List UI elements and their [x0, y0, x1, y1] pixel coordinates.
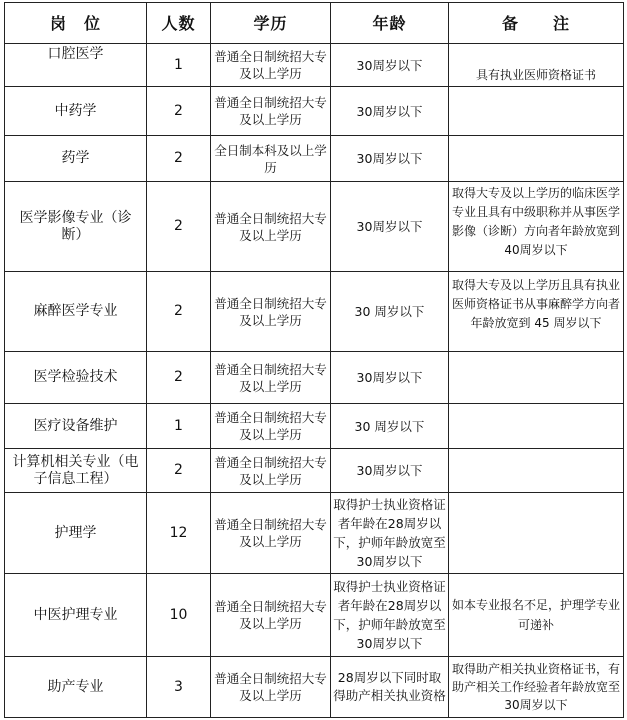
- post-cell: 医疗设备维护: [5, 404, 147, 449]
- header-notes: 备 注: [449, 3, 624, 44]
- note-cell: [449, 352, 624, 404]
- recruitment-table: [4, 2, 624, 718]
- table-row: [5, 352, 624, 404]
- count-cell: 2: [147, 272, 211, 352]
- education-cell: 普通全日制统招大专及以上学历: [211, 44, 331, 87]
- post-cell: 中药学: [5, 87, 147, 136]
- header-count: 人数: [147, 3, 211, 44]
- header-age: 年龄: [331, 3, 449, 44]
- age-cell: 30 周岁以下: [331, 272, 449, 352]
- header-post: 岗 位: [5, 3, 147, 44]
- education-cell: 普通全日制统招大专及以上学历: [211, 87, 331, 136]
- post-cell: 计算机相关专业（电子信息工程）: [5, 449, 147, 493]
- note-cell: 取得大专及以上学历的临床医学专业且具有中级职称并从事医学影像（诊断）方向者年龄放宽到40周岁以下: [449, 182, 624, 272]
- table-row: [5, 449, 624, 493]
- count-cell: 10: [147, 574, 211, 657]
- note-cell: [449, 136, 624, 182]
- table-row: [5, 136, 624, 182]
- education-cell: 普通全日制统招大专及以上学历: [211, 272, 331, 352]
- education-cell: 普通全日制统招大专及以上学历: [211, 657, 331, 718]
- post-cell: 药学: [5, 136, 147, 182]
- note-cell: [449, 87, 624, 136]
- table-row: [5, 272, 624, 352]
- age-cell: 30周岁以下: [331, 87, 449, 136]
- post-cell: 口腔医学: [5, 44, 147, 87]
- count-cell: 2: [147, 136, 211, 182]
- education-cell: 普通全日制统招大专及以上学历: [211, 404, 331, 449]
- table-row: [5, 404, 624, 449]
- count-cell: 1: [147, 44, 211, 87]
- education-cell: 普通全日制统招大专及以上学历: [211, 493, 331, 574]
- count-cell: 2: [147, 352, 211, 404]
- table-row: [5, 493, 624, 574]
- table-row: [5, 574, 624, 657]
- post-cell: 助产专业: [5, 657, 147, 718]
- table-row: [5, 657, 624, 718]
- table-row: [5, 182, 624, 272]
- age-cell: 30周岁以下: [331, 352, 449, 404]
- note-cell: 取得大专及以上学历且具有执业医师资格证书从事麻醉学方向者年龄放宽到 45 周岁以下: [449, 272, 624, 352]
- age-cell: 28周岁以下同时取得助产相关执业资格: [331, 657, 449, 718]
- header-row: [5, 3, 624, 44]
- education-cell: 普通全日制统招大专及以上学历: [211, 574, 331, 657]
- count-cell: 3: [147, 657, 211, 718]
- note-cell: [449, 449, 624, 493]
- post-cell: 医学检验技术: [5, 352, 147, 404]
- table-row: [5, 44, 624, 87]
- note-cell: [449, 493, 624, 574]
- count-cell: 2: [147, 182, 211, 272]
- count-cell: 2: [147, 87, 211, 136]
- note-cell: 取得助产相关执业资格证书，有助产相关工作经验者年龄放宽至30周岁以下: [449, 657, 624, 718]
- table-row: [5, 87, 624, 136]
- note-cell: [449, 404, 624, 449]
- education-cell: 普通全日制统招大专及以上学历: [211, 182, 331, 272]
- education-cell: 普通全日制统招大专及以上学历: [211, 352, 331, 404]
- post-cell: 麻醉医学专业: [5, 272, 147, 352]
- note-cell: 具有执业医师资格证书: [449, 44, 624, 87]
- education-cell: 普通全日制统招大专及以上学历: [211, 449, 331, 493]
- education-cell: 全日制本科及以上学历: [211, 136, 331, 182]
- note-cell: 如本专业报名不足，护理学专业可递补: [449, 574, 624, 657]
- post-cell: 医学影像专业（诊断）: [5, 182, 147, 272]
- age-cell: 30周岁以下: [331, 44, 449, 87]
- count-cell: 2: [147, 449, 211, 493]
- age-cell: 取得护士执业资格证者年龄在28周岁以下，护师年龄放宽至30周岁以下: [331, 493, 449, 574]
- age-cell: 30周岁以下: [331, 182, 449, 272]
- age-cell: 30 周岁以下: [331, 404, 449, 449]
- post-cell: 护理学: [5, 493, 147, 574]
- age-cell: 取得护士执业资格证者年龄在28周岁以下，护师年龄放宽至30周岁以下: [331, 574, 449, 657]
- count-cell: 12: [147, 493, 211, 574]
- post-cell: 中医护理专业: [5, 574, 147, 657]
- header-education: 学历: [211, 3, 331, 44]
- age-cell: 30周岁以下: [331, 449, 449, 493]
- age-cell: 30周岁以下: [331, 136, 449, 182]
- count-cell: 1: [147, 404, 211, 449]
